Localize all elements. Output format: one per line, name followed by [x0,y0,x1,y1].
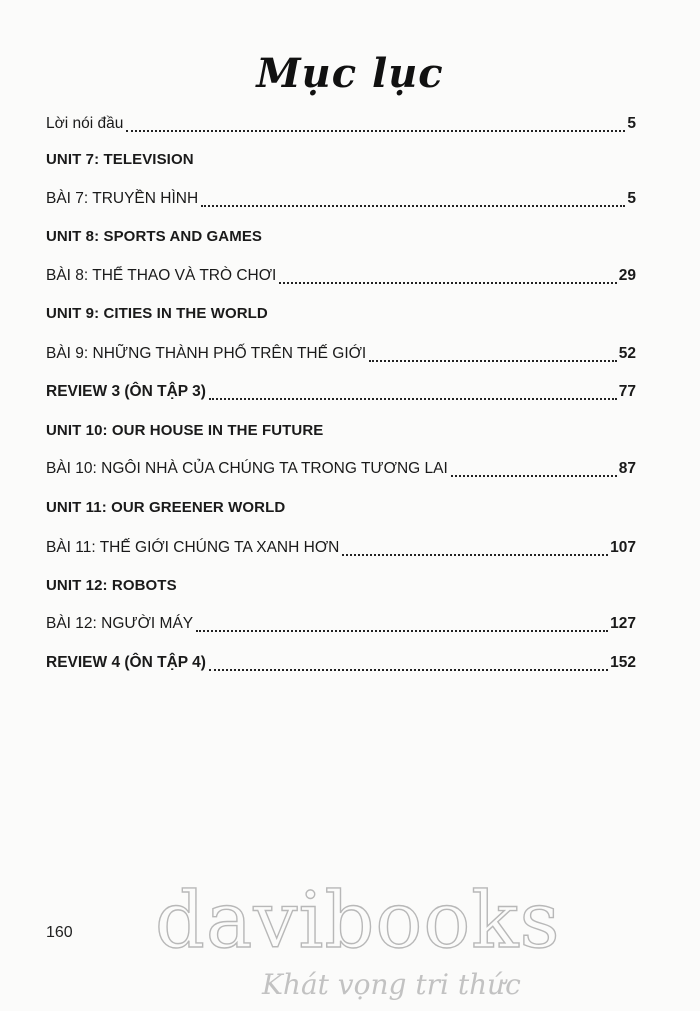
page-title: Mục lục [256,50,444,97]
toc-entry [46,457,636,481]
toc-entry-page: 5 [627,115,636,132]
toc-entry-page: 152 [610,654,636,671]
dot-leader [201,205,625,207]
watermark-tagline: Khát vọng tri thức [262,968,521,1001]
toc-entry [46,612,636,636]
toc-entry-page: 29 [618,267,636,284]
watermark-brand: davibooks [155,876,561,966]
toc-entry [46,187,636,211]
dot-leader [369,360,617,362]
toc-entry-label: BÀI 9: NHỮNG THÀNH PHỐ TRÊN THẾ GIỚI [46,345,367,362]
toc-section-heading: UNIT 8: SPORTS AND GAMES [46,228,263,245]
toc-entry-page: 52 [618,345,636,362]
toc-section-heading: UNIT 12: ROBOTS [46,577,177,594]
dot-leader [451,475,617,477]
toc-section-heading: UNIT 7: TELEVISION [46,151,194,168]
toc-entry-page: 77 [618,383,636,400]
toc-entry [46,536,636,560]
page-number: 160 [46,924,73,941]
dot-leader [196,630,608,632]
toc-entry-page: 107 [610,539,636,556]
toc-entry-label: BÀI 12: NGƯỜI MÁY [46,615,194,632]
toc-entry [46,651,636,675]
toc-entry [46,380,636,404]
toc-entry-label: Lời nói đầu [46,115,124,132]
toc-entry-label: REVIEW 3 (ÔN TẬP 3) [46,383,206,400]
toc-section-heading: UNIT 10: OUR HOUSE IN THE FUTURE [46,422,324,439]
dot-leader [209,669,608,671]
toc-entry-page: 87 [618,460,636,477]
dot-leader [209,398,617,400]
toc-entry [46,342,636,366]
toc-entry-label: BÀI 11: THẾ GIỚI CHÚNG TA XANH HƠN [46,539,340,556]
toc-section-heading: UNIT 11: OUR GREENER WORLD [46,499,286,516]
toc-entry-label: BÀI 8: THỂ THAO VÀ TRÒ CHƠI [46,267,277,284]
toc-entry-label: BÀI 7: TRUYỀN HÌNH [46,190,199,207]
toc-section-heading: UNIT 9: CITIES IN THE WORLD [46,305,268,322]
toc-entry-label: BÀI 10: NGÔI NHÀ CỦA CHÚNG TA TRONG TƯƠNG LAI [46,460,448,477]
dot-leader [126,130,625,132]
dot-leader [279,282,616,284]
toc-entry [46,264,636,288]
dot-leader [342,554,608,556]
toc-entry [46,112,636,136]
toc-entry-page: 5 [627,190,636,207]
toc-entry-page: 127 [610,615,636,632]
toc-entry-label: REVIEW 4 (ÔN TẬP 4) [46,654,206,671]
